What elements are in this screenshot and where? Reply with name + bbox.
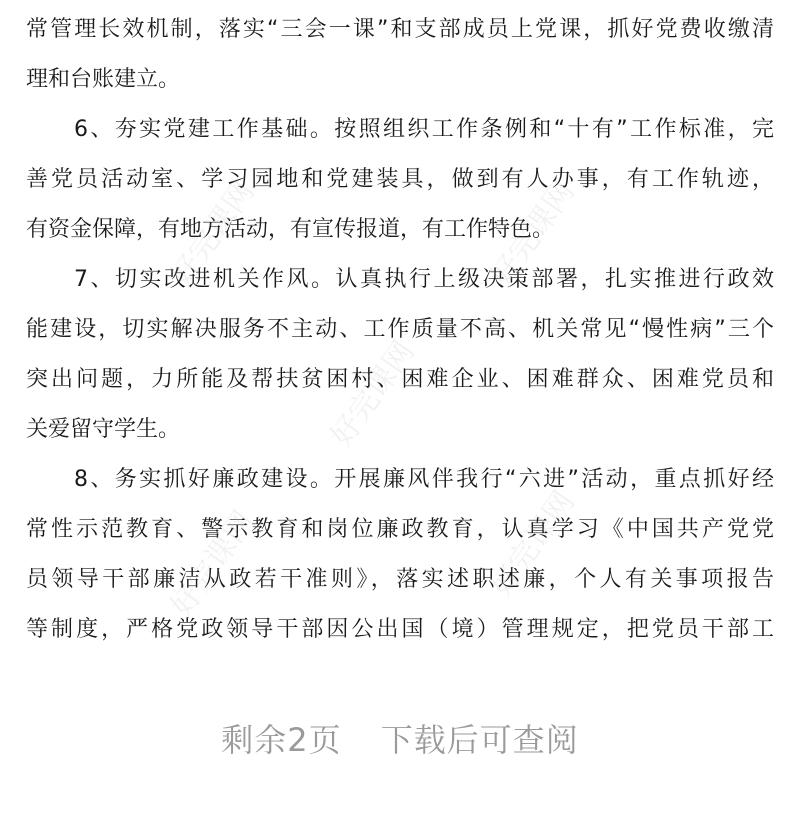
- text-line: 善党员活动室、学习园地和党建装具，做到有人办事，有工作轨迹，: [26, 167, 774, 192]
- remaining-pages-label: 剩余2页: [221, 721, 342, 759]
- watermark: 好完课网: [164, 504, 262, 624]
- paragraph-start-line: 6、夯实党建工作基础。按照组织工作条例和“十有”工作标准，完: [74, 117, 774, 142]
- text-line: 能建设，切实解决服务不主动、工作质量不高、机关常见“慢性病”三个: [26, 317, 774, 342]
- text-line: 关爱留守学生。: [26, 417, 181, 442]
- text-line: 理和台账建立。: [26, 67, 181, 92]
- text-line: 有资金保障，有地方活动，有宣传报道，有工作特色。: [26, 217, 555, 242]
- download-prompt[interactable]: [0, 700, 800, 780]
- download-to-view-link[interactable]: 下载后可查阅: [380, 721, 579, 759]
- text-line: 突出问题，力所能及帮扶贫困村、困难企业、困难群众、困难党员和: [26, 367, 774, 392]
- paragraph-start-line: 8、务实抓好廉政建设。开展廉风伴我行“六进”活动，重点抓好经: [74, 467, 774, 492]
- watermark: 好完课网: [164, 174, 262, 294]
- paragraph-start-line: 7、切实改进机关作风。认真执行上级决策部署，扎实推进行政效: [74, 267, 774, 292]
- text-line: 常性示范教育、警示教育和岗位廉政教育，认真学习《中国共产党党: [26, 517, 774, 542]
- watermark: 好完课网: [324, 334, 422, 454]
- text-line: 常管理长效机制，落实“三会一课”和支部成员上党课，抓好党费收缴清: [26, 17, 774, 42]
- watermark: 好完课网: [484, 174, 582, 294]
- text-line: 员领导干部廉洁从政若干准则》，落实述职述廉，个人有关事项报告: [26, 567, 774, 592]
- text-line: 等制度，严格党政领导干部因公出国（境）管理规定，把党员干部工: [26, 617, 774, 642]
- watermark: 好完课网: [484, 484, 582, 604]
